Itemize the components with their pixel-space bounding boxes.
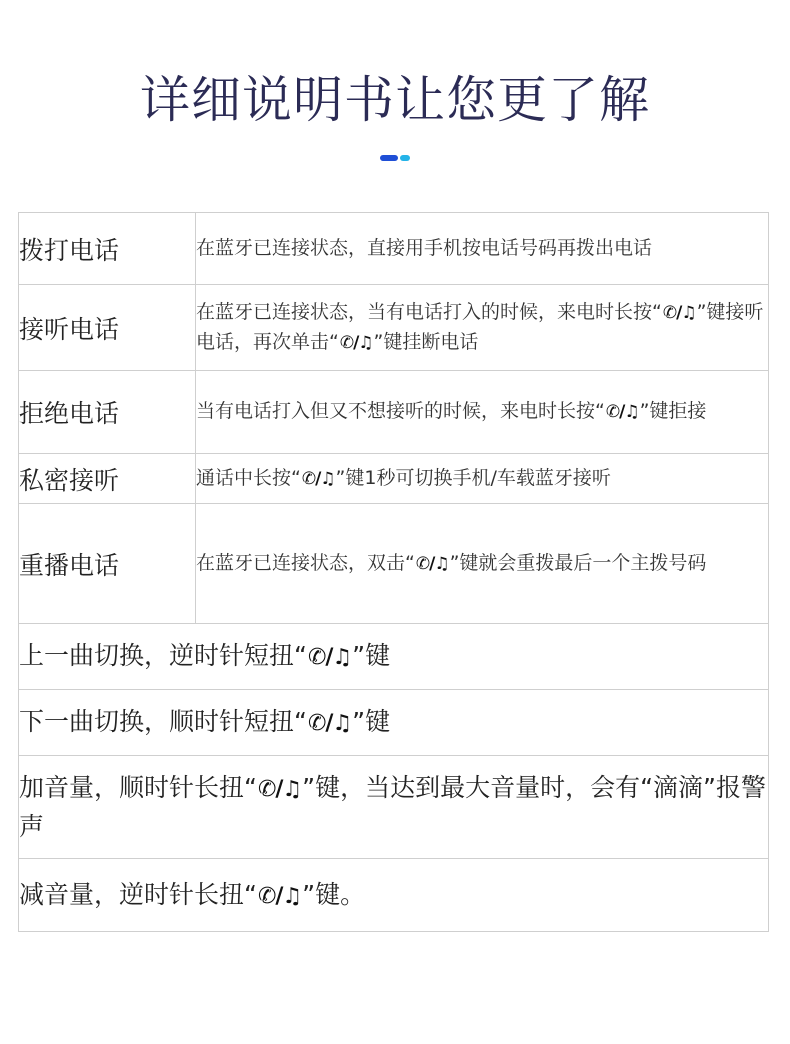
table-row: [19, 504, 769, 624]
description-text: ”键拒接: [639, 400, 707, 422]
description-text: 减音量，逆时针长扭“: [19, 879, 257, 909]
description-text: ”键挂断电话: [373, 330, 479, 353]
description-text: 通话中长按“: [196, 466, 301, 489]
description-text: 下一曲切换，顺时针短扭“: [19, 707, 307, 736]
description-text: 在蓝牙已连接状态，当有电话打入的时候，来电时长按“: [196, 300, 662, 323]
phone-music-icon: ✆/♫: [339, 332, 373, 353]
description-text: 加音量，顺时针长扭“: [19, 773, 257, 802]
full-row-text: [19, 859, 769, 932]
phone-music-icon: ✆/♫: [257, 883, 302, 909]
description-text: ”键1秒可切换手机/车载蓝牙接听: [335, 466, 611, 489]
instruction-table: [18, 212, 769, 932]
row-label: 拨打电话: [19, 213, 196, 285]
phone-music-icon: ✆/♫: [605, 402, 639, 422]
table-row: [19, 213, 769, 285]
description-text: 在蓝牙已连接状态，直接用手机按电话号码再拨出电话: [196, 237, 653, 259]
row-label: 接听电话: [19, 285, 196, 371]
row-description: [196, 285, 769, 371]
description-text: 上一曲切换，逆时针短扭“: [19, 641, 307, 670]
phone-music-icon: ✆/♫: [301, 468, 335, 489]
table-row: [19, 690, 769, 756]
full-row-text: [19, 756, 769, 859]
row-description: [196, 371, 769, 454]
decoration-bar-cyan: [400, 155, 410, 161]
row-description: [196, 213, 769, 285]
description-text: ”键: [352, 707, 391, 736]
description-text: ”键接听电话，再次单击“: [196, 300, 764, 353]
table-row: [19, 756, 769, 859]
phone-music-icon: ✆/♫: [662, 302, 696, 323]
row-label: 重播电话: [19, 504, 196, 624]
phone-music-icon: ✆/♫: [257, 777, 302, 802]
phone-music-icon: ✆/♫: [415, 553, 449, 574]
table-row: [19, 285, 769, 371]
description-text: ”键就会重拨最后一个主拨号码: [449, 551, 707, 574]
phone-music-icon: ✆/♫: [307, 711, 352, 736]
row-label: 私密接听: [19, 454, 196, 504]
row-description: [196, 504, 769, 624]
full-row-text: [19, 624, 769, 690]
description-text: ”键: [352, 641, 391, 670]
description-text: ”键。: [302, 879, 366, 909]
table-row: [19, 454, 769, 504]
full-row-text: [19, 690, 769, 756]
table-row: [19, 371, 769, 454]
table-row: [19, 624, 769, 690]
description-text: ”键，当达到最大音量时，会有“滴滴”报警声: [19, 773, 767, 841]
row-description: [196, 454, 769, 504]
description-text: 当有电话打入但又不想接听的时候，来电时长按“: [196, 400, 605, 422]
description-text: 在蓝牙已连接状态，双击“: [196, 551, 415, 574]
row-label: 拒绝电话: [19, 371, 196, 454]
page-title: 详细说明书让您更了解: [140, 71, 650, 129]
table-row: [19, 859, 769, 932]
decoration-bar-blue: [380, 155, 398, 161]
phone-music-icon: ✆/♫: [307, 645, 352, 670]
